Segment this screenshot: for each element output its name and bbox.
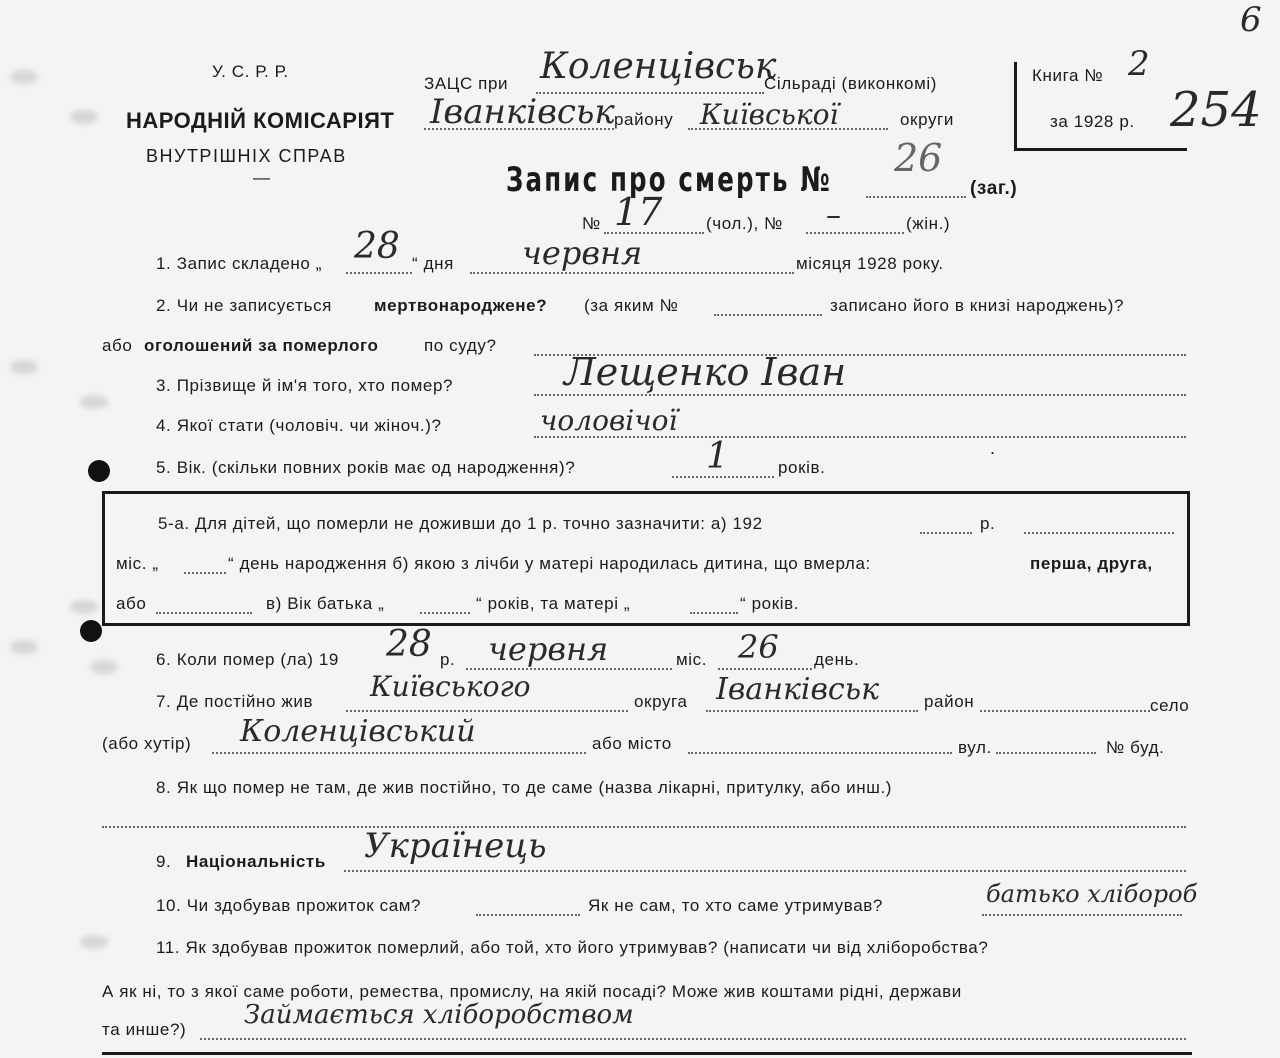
- q6-label: 6. Коли помер (ла) 19: [156, 650, 339, 669]
- q5a-or: або: [116, 594, 147, 613]
- q5a-mother-line: [690, 612, 738, 614]
- q1-day-line: [346, 272, 412, 274]
- q1-month-line: [470, 272, 794, 274]
- q11-line3: та инше?): [102, 1020, 187, 1039]
- q2-or: або: [102, 336, 133, 355]
- q9-line: [344, 870, 1186, 872]
- q5a-line1: 5-а. Для дітей, що померли не доживши до 1 р. точно зазначити: а) 192: [158, 514, 763, 533]
- q10-who: Як не сам, то хто саме утримував?: [588, 896, 883, 915]
- q5a-right-line: [1024, 532, 1174, 534]
- header-dash: —: [253, 168, 271, 187]
- q5-label: 5. Вік. (скільки повних років має од народження)?: [156, 458, 576, 477]
- district-label: району: [614, 110, 674, 129]
- q9-label: Національність: [186, 852, 326, 871]
- q5a-month: міс. „: [116, 554, 159, 573]
- q2-number-line: [714, 314, 822, 316]
- q1-day-label: “ дня: [412, 254, 454, 273]
- okruha-handwritten: Київської: [700, 98, 839, 131]
- q10-who-line: [982, 914, 1182, 916]
- q9-handwritten: Українець: [364, 826, 547, 866]
- book-label: Книга №: [1032, 66, 1104, 85]
- q11-line1: 11. Як здобував прожиток померлий, або той, хто його утримував? (написати чи від хліборобства?: [156, 938, 989, 957]
- q5a-mother: “ років, та матері „: [476, 594, 631, 613]
- q7-city-line: [688, 752, 952, 754]
- male-handwritten: 17: [614, 190, 663, 234]
- q6-year-suffix: р.: [440, 650, 456, 669]
- male-no-label: №: [582, 214, 601, 233]
- female-line: [806, 232, 904, 234]
- q9-number: 9.: [156, 852, 172, 871]
- corner-number: 254: [1170, 82, 1262, 138]
- smudge: [10, 360, 38, 374]
- female-label: (жін.): [906, 214, 951, 233]
- q7-rai-handwritten: Іванківськ: [716, 672, 879, 707]
- zags-handwritten: Коленцівськ: [540, 46, 777, 87]
- smudge: [90, 660, 118, 674]
- q5a-month-line: [184, 572, 226, 574]
- smudge: [10, 640, 38, 654]
- title-number-handwritten: 26: [894, 136, 943, 180]
- q2-label: 2. Чи не записується: [156, 296, 332, 315]
- q7-okr-line: [346, 710, 628, 712]
- republic-label: У. С. Р. Р.: [212, 62, 289, 81]
- q5a-year-suffix: р.: [980, 514, 996, 533]
- q7-raion: район: [924, 692, 975, 711]
- q10-handwritten: батько хлібороб: [986, 880, 1198, 908]
- record-title: Запис про смерть №: [506, 160, 832, 200]
- q7-okr-handwritten: Київського: [370, 670, 531, 703]
- q1-month-label: місяця 1928 року.: [796, 254, 944, 273]
- smudge: [80, 935, 108, 949]
- q5a-father-line: [420, 612, 470, 614]
- q2-declared: оголошений за померлого: [144, 336, 379, 355]
- smudge: [80, 395, 108, 409]
- title-number-line: [866, 196, 966, 198]
- title-zag: (заг.): [970, 178, 1018, 199]
- q5-dash: .: [990, 438, 996, 458]
- corner-mark: 6: [1240, 0, 1262, 40]
- year-label: за 1928 р.: [1050, 112, 1135, 131]
- q7-house: № буд.: [1106, 738, 1165, 757]
- q7-selo-line: [980, 710, 1150, 712]
- q11-answer-line: [200, 1038, 1186, 1040]
- district-handwritten: Іванківськ: [430, 92, 615, 132]
- q5a-or-line: [156, 612, 252, 614]
- q8-label: 8. Як що помер не там, де жив постійно, то де саме (назва лікарні, притулку, або инш.): [156, 778, 893, 797]
- male-label: (чол.), №: [706, 214, 783, 233]
- q10-line: [476, 914, 580, 916]
- q5-years: років.: [778, 458, 826, 477]
- q8-line: [102, 826, 1186, 828]
- q1-day-handwritten: 28: [354, 226, 400, 267]
- smudge: [10, 70, 38, 84]
- q2-recorded: записано його в книзі народжень)?: [830, 296, 1125, 315]
- q7-village-line: [212, 752, 586, 754]
- female-handwritten: –: [826, 198, 841, 233]
- q5a-line2: “ день народження б) якою з лічби у матері народилась дитина, що вмерла:: [228, 554, 871, 573]
- q7-selo: село: [1150, 696, 1190, 715]
- q7-village-handwritten: Коленцівський: [240, 714, 476, 749]
- okruha-label: округи: [900, 110, 954, 129]
- q5a-year-line: [920, 532, 972, 534]
- q6-day-label: день.: [814, 650, 860, 669]
- q6-month-label: міс.: [676, 650, 708, 669]
- q11-handwritten: Займається хліборобством: [244, 1000, 634, 1030]
- q7-khutir: (або хутір): [102, 734, 192, 753]
- q5a-father: в) Вік батька „: [266, 594, 385, 613]
- q6-day-line: [718, 668, 812, 670]
- smudge: [70, 600, 98, 614]
- punch-hole: [80, 620, 102, 642]
- council-label: Сільраді (виконкомі): [764, 74, 938, 93]
- q6-month-handwritten: червня: [488, 630, 609, 668]
- smudge: [70, 110, 98, 124]
- q2-court: по суду?: [424, 336, 497, 355]
- q3-label: 3. Прізвище й ім'я того, хто помер?: [156, 376, 454, 395]
- q5a-years: “ років.: [740, 594, 800, 613]
- q3-handwritten: Лещенко Іван: [564, 350, 847, 394]
- q6-year-handwritten: 28: [386, 624, 432, 665]
- q7-label: 7. Де постійно жив: [156, 692, 314, 711]
- q4-label: 4. Якої стати (чоловіч. чи жіноч.)?: [156, 416, 442, 435]
- q7-okruha: округа: [634, 692, 688, 711]
- q7-street-line: [996, 752, 1096, 754]
- q7-street: вул.: [958, 738, 992, 757]
- q2-which: (за яким №: [584, 296, 679, 315]
- book-handwritten: 2: [1128, 44, 1150, 84]
- q1-label: 1. Запис складено „: [156, 254, 323, 273]
- q4-handwritten: чоловічої: [540, 404, 678, 437]
- q7-rai-line: [706, 710, 918, 712]
- q11-line2: А як ні, то з якої саме роботи, ремества, промислу, на якій посаді? Може жив коштами рідні, держави: [102, 982, 962, 1001]
- q6-day-handwritten: 26: [738, 628, 779, 666]
- q10-label: 10. Чи здобував прожиток сам?: [156, 896, 422, 915]
- department-label: ВНУТРІШНІХ СПРАВ: [146, 146, 347, 166]
- bottom-rule: [102, 1052, 1192, 1055]
- q2-stillborn: мертвонароджене?: [374, 296, 548, 315]
- q3-line: [534, 394, 1186, 396]
- q5a-first-second: перша, друга,: [1030, 554, 1153, 573]
- q7-city: або місто: [592, 734, 672, 753]
- q5-handwritten: 1: [706, 436, 729, 477]
- q1-month-handwritten: червня: [522, 234, 643, 272]
- commissariat-label: НАРОДНІЙ КОМІСАРІЯТ: [126, 108, 395, 133]
- punch-hole: [88, 460, 110, 482]
- zags-label: ЗАЦС при: [424, 74, 509, 93]
